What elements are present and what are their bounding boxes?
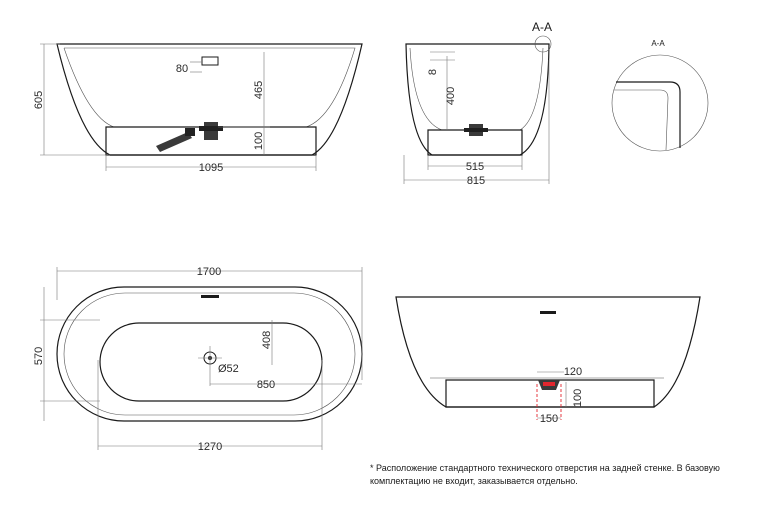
top-view-overflow xyxy=(201,295,219,298)
side-view-inner-wall xyxy=(410,48,543,130)
back-dim-outlet-width: 120 xyxy=(563,366,583,378)
front-view-overflow xyxy=(202,57,218,65)
detail-circle xyxy=(612,55,708,151)
back-view-outlet xyxy=(538,380,560,390)
back-view xyxy=(396,297,700,420)
side-dim-base-width: 515 xyxy=(465,161,485,173)
front-dim-height: 605 xyxy=(33,90,45,110)
detail-rim-inner xyxy=(614,90,668,150)
section-label: A-A xyxy=(531,20,553,34)
top-dim-inner-length: 1270 xyxy=(197,441,223,453)
top-view xyxy=(40,267,362,450)
top-dim-drain-offset: 850 xyxy=(256,379,276,391)
side-dim-depth: 400 xyxy=(445,86,457,106)
front-dim-overflow: 80 xyxy=(175,63,189,75)
footnote: * Расположение стандартного технического отверстия на задней стенке. В базовую комплектацию не входит, заказывается отдельно. xyxy=(370,463,720,486)
front-dim-depth: 465 xyxy=(253,80,265,100)
top-view-basin xyxy=(100,323,322,401)
side-dim-width: 815 xyxy=(466,175,486,187)
top-dim-drain-diameter: Ø52 xyxy=(218,363,239,375)
front-dim-base-length: 1095 xyxy=(198,162,224,174)
back-view-overflow xyxy=(540,311,556,314)
side-view-drain-fitting xyxy=(464,124,488,136)
back-dim-outlet-height: 100 xyxy=(572,388,584,408)
front-view xyxy=(40,44,362,171)
detail-view xyxy=(612,55,708,151)
top-view-inner-rim xyxy=(64,293,355,415)
back-dim-outlet-zone: 150 xyxy=(539,413,559,425)
detail-label: A-A xyxy=(651,39,665,48)
top-dim-width: 570 xyxy=(33,346,45,366)
front-dim-pedestal: 100 xyxy=(253,131,265,151)
top-dim-inner-width: 408 xyxy=(261,330,273,350)
top-dim-length: 1700 xyxy=(196,266,222,278)
front-view-inner-wall xyxy=(64,48,355,127)
side-dim-rim: 8 xyxy=(427,68,439,76)
detail-rim-outer xyxy=(616,82,680,148)
